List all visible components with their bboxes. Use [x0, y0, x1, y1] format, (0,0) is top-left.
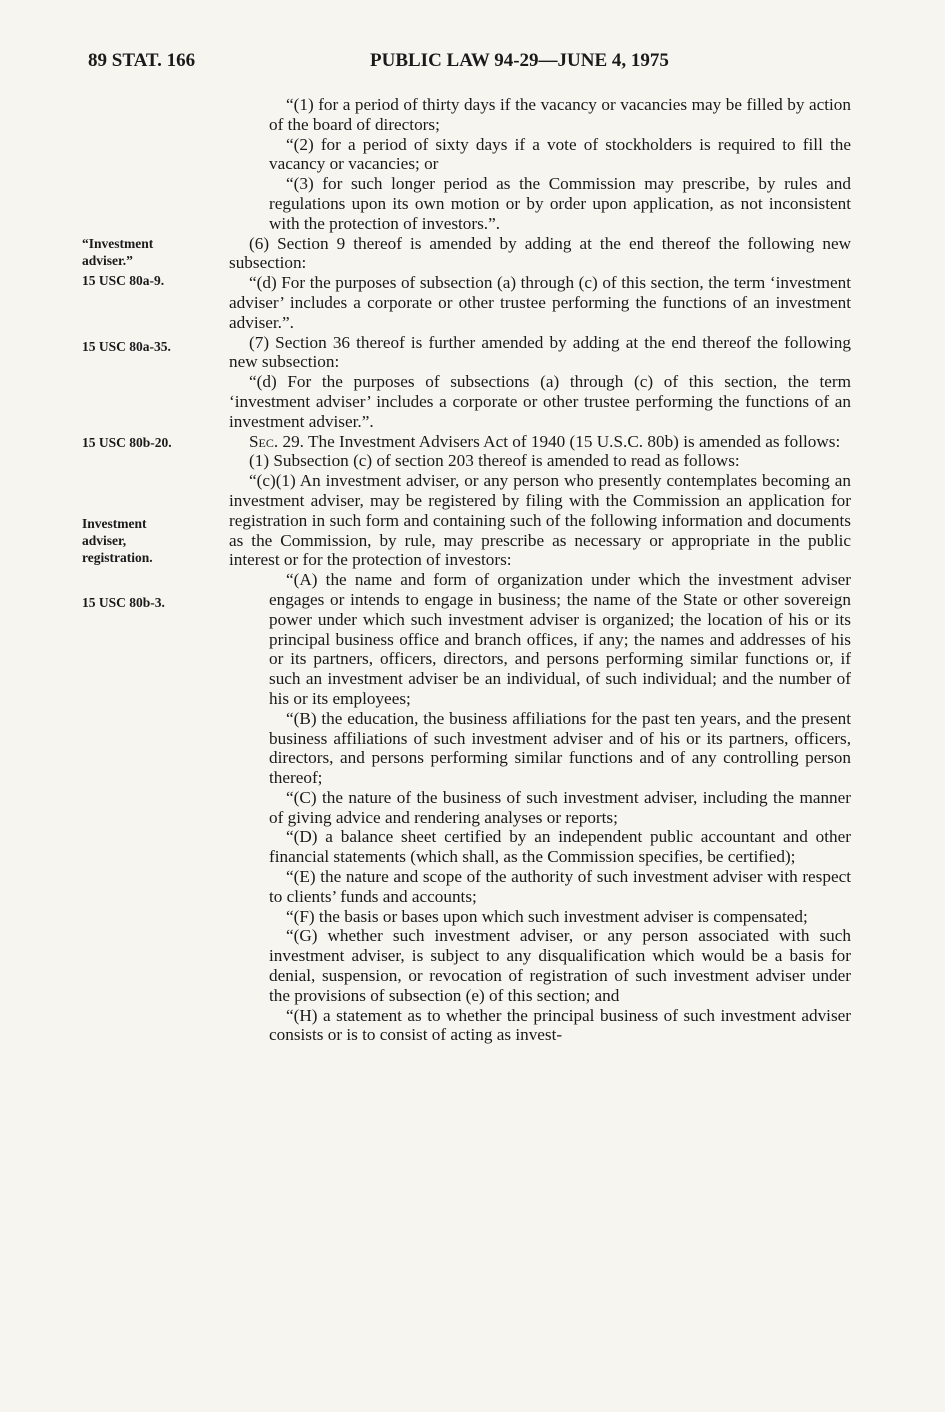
paragraph: “(H) a statement as to whether the principal business of such investment adviser consists or is to consist of acting as invest- [269, 1005, 851, 1045]
paragraph: “(D) a balance sheet certified by an independent public accountant and other financial statements (which shall, as the Commission specifies, be certified); [269, 827, 851, 867]
paragraph: “(d) For the purposes of subsection (a) through (c) of this section, the term ‘investment adviser’ includes a corporate or other trustee performing the functions of an investment adviser.”. [229, 273, 851, 332]
paragraph: “(A) the name and form of organization under which the investment adviser engages or intends to engage in business; the name of the State or other sovereign power under which such investment adviser is organized; the location of his or its principal business office and branch offices, if any; the names and addresses of his or its partners, officers, directors, and persons performing similar functions or, if such an investment adviser be an individual, of such individual; and the number of his or its employees; [269, 570, 851, 708]
section-label: Sec. 29. [249, 431, 304, 451]
paragraph: “(2) for a period of sixty days if a vote of stockholders is required to fill the vacancy or vacancies; or [269, 134, 851, 174]
stat-page-number: 89 STAT. 166 [88, 50, 196, 71]
page-header [88, 50, 852, 78]
section-29-paragraph [229, 432, 851, 452]
paragraph: “(3) for such longer period as the Commission may prescribe, by rules and regulations upon its own motion or by order upon application, as not inconsistent with the protection of investors.”. [269, 174, 851, 233]
paragraph: “(d) For the purposes of subsections (a) through (c) of this section, the term ‘investment adviser’ includes a corporate or other trustee performing the functions of an investment adviser.”. [229, 372, 851, 431]
paragraph: “(c)(1) An investment adviser, or any person who presently contemplates becoming an investment adviser, may be registered by filing with the Commission an application for registration in such form and containing such of the following information and documents as the Commission, by rule, may prescribe as necessary or appropriate in the public interest or for the protection of investors: [229, 471, 851, 570]
paragraph: “(G) whether such investment adviser, or any person associated with such investment adviser, is subject to any disqualification which would be a basis for denial, suspension, or revocation of registration of such investment adviser under the provisions of subsection (e) of this section; and [269, 926, 851, 1005]
law-title: PUBLIC LAW 94-29—JUNE 4, 1975 [370, 50, 669, 71]
margin-note-registration: Investment adviser, registration. [82, 516, 153, 565]
paragraph: “(E) the nature and scope of the authority of such investment adviser with respect to clients’ funds and accounts; [269, 867, 851, 906]
paragraph: “(C) the nature of the business of such investment adviser, including the manner of giving advice and rendering analyses or reports; [269, 787, 851, 827]
statute-body [229, 95, 851, 1045]
paragraph: “(F) the basis or bases upon which such investment adviser is compensated; [286, 906, 808, 926]
paragraph: “(1) for a period of thirty days if the vacancy or vacancies may be filled by action of the board of directors; [269, 95, 851, 134]
margin-note-investment-adviser: “Investment adviser.” [82, 236, 154, 268]
margin-note-usc-80a35: 15 USC 80a-35. [82, 339, 171, 354]
margin-note-usc-80b3: 15 USC 80b-3. [82, 595, 165, 610]
paragraph: “(B) the education, the business affiliations for the past ten years, and the present business affiliations of such investment adviser and of his or its partners, officers, directors, and persons performing similar functions and of any controlling person thereof; [269, 708, 851, 788]
paragraph: (1) Subsection (c) of section 203 thereof is amended to read as follows: [249, 451, 740, 471]
section-text: The Investment Advisers Act of 1940 (15 U.S.C. 80b) is amended as follows: [303, 431, 841, 451]
margin-note-usc-80b20: 15 USC 80b-20. [82, 435, 172, 450]
margin-note-usc-80a9: 15 USC 80a-9. [82, 273, 165, 288]
paragraph: (7) Section 36 thereof is further amended by adding at the end thereof the following new subsection: [229, 332, 851, 372]
paragraph: (6) Section 9 thereof is amended by adding at the end thereof the following new subsection: [229, 233, 851, 273]
